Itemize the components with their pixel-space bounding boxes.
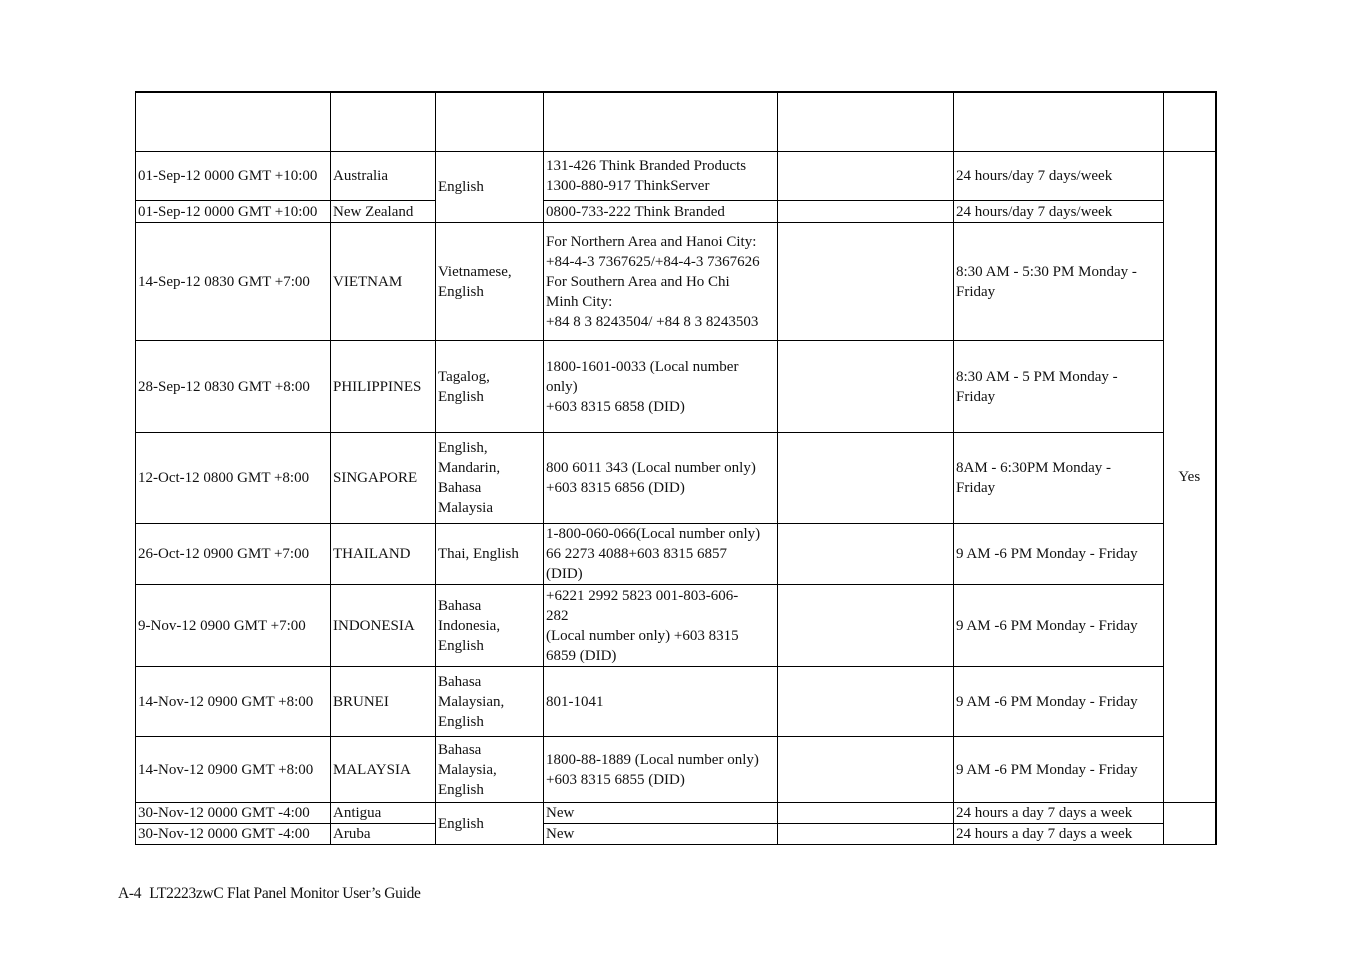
language-cell: Bahasa Malaysian, English — [436, 667, 544, 737]
header-cell — [436, 92, 544, 152]
table-row — [136, 433, 1216, 524]
page-footer — [118, 885, 421, 903]
country-cell: PHILIPPINES — [331, 341, 436, 433]
table-row — [136, 803, 1216, 824]
empty-cell — [778, 737, 954, 803]
language-cell: English, Mandarin, Bahasa Malaysia — [436, 433, 544, 524]
table-row — [136, 737, 1216, 803]
country-cell: BRUNEI — [331, 667, 436, 737]
country-cell: New Zealand — [331, 201, 436, 223]
phone-cell: +6221 2992 5823 001-803-606- 282 (Local number only) +603 8315 6859 (DID) — [544, 585, 778, 667]
hours-cell: 24 hours a day 7 days a week — [954, 803, 1164, 824]
header-cell — [544, 92, 778, 152]
hours-cell: 8:30 AM - 5:30 PM Monday - Friday — [954, 223, 1164, 341]
date-cell: 26-Oct-12 0900 GMT +7:00 — [136, 524, 331, 585]
country-cell: Aruba — [331, 824, 436, 845]
table-row — [136, 223, 1216, 341]
phone-cell: New — [544, 824, 778, 845]
country-cell: THAILAND — [331, 524, 436, 585]
phone-cell: 1800-88-1889 (Local number only) +603 8315 6855 (DID) — [544, 737, 778, 803]
hours-cell: 24 hours/day 7 days/week — [954, 152, 1164, 201]
language-cell: Tagalog, English — [436, 341, 544, 433]
table-row — [136, 341, 1216, 433]
table-row — [136, 824, 1216, 845]
hours-cell: 8AM - 6:30PM Monday - Friday — [954, 433, 1164, 524]
empty-cell — [1164, 803, 1216, 845]
country-cell: MALAYSIA — [331, 737, 436, 803]
empty-cell — [778, 433, 954, 524]
header-cell — [331, 92, 436, 152]
warranty-yes-cell: Yes — [1164, 152, 1216, 803]
country-cell: INDONESIA — [331, 585, 436, 667]
empty-cell — [778, 201, 954, 223]
empty-cell — [778, 824, 954, 845]
date-cell: 30-Nov-12 0000 GMT -4:00 — [136, 824, 331, 845]
header-cell — [778, 92, 954, 152]
header-cell — [136, 92, 331, 152]
hours-cell: 24 hours/day 7 days/week — [954, 201, 1164, 223]
date-cell: 30-Nov-12 0000 GMT -4:00 — [136, 803, 331, 824]
date-cell: 12-Oct-12 0800 GMT +8:00 — [136, 433, 331, 524]
language-cell: Vietnamese, English — [436, 223, 544, 341]
language-cell: Bahasa Malaysia, English — [436, 737, 544, 803]
table-row — [136, 667, 1216, 737]
date-cell: 28-Sep-12 0830 GMT +8:00 — [136, 341, 331, 433]
phone-cell: 801-1041 — [544, 667, 778, 737]
empty-cell — [778, 585, 954, 667]
empty-cell — [778, 524, 954, 585]
date-cell: 01-Sep-12 0000 GMT +10:00 — [136, 152, 331, 201]
language-cell: Thai, English — [436, 524, 544, 585]
country-cell: SINGAPORE — [331, 433, 436, 524]
empty-cell — [778, 341, 954, 433]
language-cell: Bahasa Indonesia, English — [436, 585, 544, 667]
table-row — [136, 201, 1216, 223]
table-header-row — [136, 92, 1216, 152]
phone-cell: 800 6011 343 (Local number only) +603 8315 6856 (DID) — [544, 433, 778, 524]
date-cell: 01-Sep-12 0000 GMT +10:00 — [136, 201, 331, 223]
empty-cell — [778, 223, 954, 341]
empty-cell — [778, 667, 954, 737]
header-cell — [1164, 92, 1216, 152]
hours-cell: 9 AM -6 PM Monday - Friday — [954, 585, 1164, 667]
hours-cell: 9 AM -6 PM Monday - Friday — [954, 737, 1164, 803]
date-cell: 14-Nov-12 0900 GMT +8:00 — [136, 737, 331, 803]
hours-cell: 8:30 AM - 5 PM Monday - Friday — [954, 341, 1164, 433]
document-title: LT2223zwC Flat Panel Monitor User’s Guide — [149, 885, 421, 902]
table-row — [136, 524, 1216, 585]
hours-cell: 9 AM -6 PM Monday - Friday — [954, 524, 1164, 585]
language-cell: English — [436, 152, 544, 223]
table-row — [136, 585, 1216, 667]
phone-cell: 131-426 Think Branded Products 1300-880-917 ThinkServer — [544, 152, 778, 201]
phone-cell: 1-800-060-066(Local number only) 66 2273 4088+603 8315 6857 (DID) — [544, 524, 778, 585]
date-cell: 14-Nov-12 0900 GMT +8:00 — [136, 667, 331, 737]
phone-cell: For Northern Area and Hanoi City: +84-4-3 7367625/+84-4-3 7367626 For Southern Area and Ho Chi Minh City: +84 8 3 8243504/ +84 8 3 8243503 — [544, 223, 778, 341]
phone-cell: 1800-1601-0033 (Local number only) +603 8315 6858 (DID) — [544, 341, 778, 433]
hours-cell: 24 hours a day 7 days a week — [954, 824, 1164, 845]
phone-cell: 0800-733-222 Think Branded — [544, 201, 778, 223]
empty-cell — [778, 152, 954, 201]
hours-cell: 9 AM -6 PM Monday - Friday — [954, 667, 1164, 737]
header-cell — [954, 92, 1164, 152]
date-cell: 9-Nov-12 0900 GMT +7:00 — [136, 585, 331, 667]
language-cell: English — [436, 803, 544, 845]
table-row — [136, 152, 1216, 201]
country-cell: Antigua — [331, 803, 436, 824]
page-number: A-4 — [118, 885, 142, 902]
phone-cell: New — [544, 803, 778, 824]
date-cell: 14-Sep-12 0830 GMT +7:00 — [136, 223, 331, 341]
empty-cell — [778, 803, 954, 824]
country-cell: Australia — [331, 152, 436, 201]
support-contacts-table — [135, 91, 1217, 845]
country-cell: VIETNAM — [331, 223, 436, 341]
